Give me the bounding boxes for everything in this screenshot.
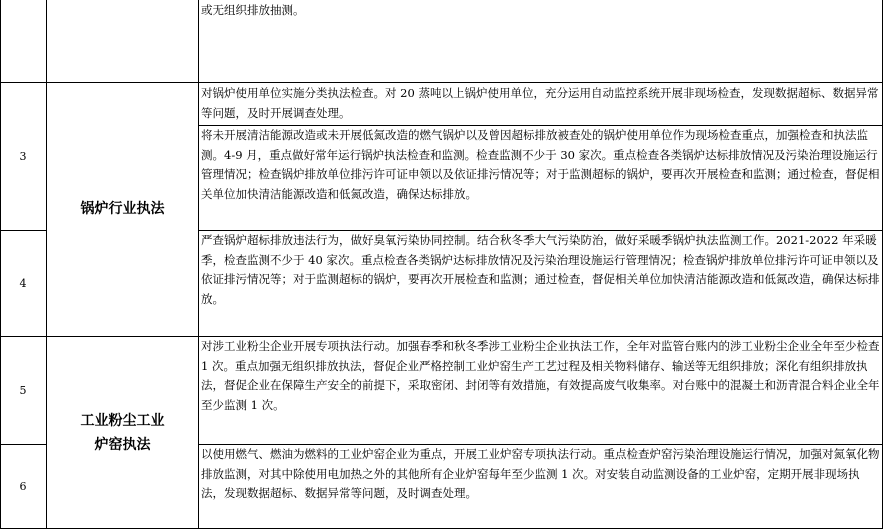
row-number-cell: 6 [19,480,27,493]
row-number-cell: 5 [19,383,27,397]
content-cell: 将未开展清洁能源改造或未开展低氮改造的燃气锅炉以及曾因超标排放被查处的锅炉使用单位作为现场检查重点，加强检查和执法监测。4-9 月，重点做好常年运行锅炉执法检查和监测。检查监测不少于 30 家次。重点检查各类锅炉达标排放情况及污染治理设施运行管理情况；检查锅炉排放单位排污许可证申领以及依证排污情况等；对于监测超标的锅炉，要再次开展检查和监测；通过检查，督促相关单位加快清洁能源改造和低氮改造，确保达标排放。 [201,128,880,201]
content-cell: 或无组织排放抽测。 [201,3,305,17]
grid-line [0,230,47,231]
category-industrial-dust-kiln: 工业粉尘工业 炉窑执法 [80,412,165,453]
grid-line [198,230,883,231]
content-cell: 对涉工业粉尘企业开展专项执法行动。加强春季和秋冬季涉工业粉尘企业执法工作，全年对监管台账内的涉工业粉尘企业全年至少检查 1 次。重点加强无组织排放执法，督促企业严格控制工业炉窑生产工艺过程及相关物料储存、输送等无组织排放；深化有组织排放执法，督促企业在保障生产安全的前提下，采取密闭、封闭等有效措施，有效提高废气收集率。对台账中的混凝土和沥青混合料企业全年至少监测 1 次。 [201,339,880,412]
category-cell-previous [47,0,198,82]
row-number-cell: 3 [19,149,27,163]
grid-line [198,125,883,126]
grid-line [0,336,883,337]
grid-line [882,0,883,529]
grid-line [0,82,883,83]
grid-line [198,0,199,529]
row-number-cell [0,0,46,82]
content-cell: 对锅炉使用单位实施分类执法检查。对 20 蒸吨以上锅炉使用单位，充分运用自动监控系统开展非现场检查，发现数据超标、数据异常等问题，及时开展调查处理。 [201,86,879,120]
content-cell: 严查锅炉超标排放违法行为，做好臭氧污染协同控制。结合秋冬季大气污染防治，做好采暖季锅炉执法监测工作。2021-2022 年采暖季，检查监测不少于 40 家次。重点检查各类锅炉达标排放情况及污染治理设施运行管理情况；检查锅炉排放单位排污许可证申领以及依证排污情况等；对于监测超标的锅炉，要再次开展检查和监测；通过检查，督促相关单位加快清洁能源改造和低氮改造，确保达标排放。 [201,233,880,306]
grid-line [0,0,1,529]
category-boiler: 锅炉行业执法 [80,201,165,217]
content-cell: 以使用燃气、燃油为燃料的工业炉窑企业为重点，开展工业炉窑专项执法行动。重点检查炉窑污染治理设施运行情况，加强对氮氧化物排放监测，对其中除使用电加热之外的其他所有企业炉窑每年至少监测 1 次。对安装自动监测设备的工业炉窑，定期开展非现场执法，发现数据超标、数据异常等问题，及时调查处理。 [201,447,880,501]
row-number-cell: 4 [19,276,27,290]
grid-line [198,444,883,445]
grid-line [0,444,47,445]
grid-line [46,0,47,529]
